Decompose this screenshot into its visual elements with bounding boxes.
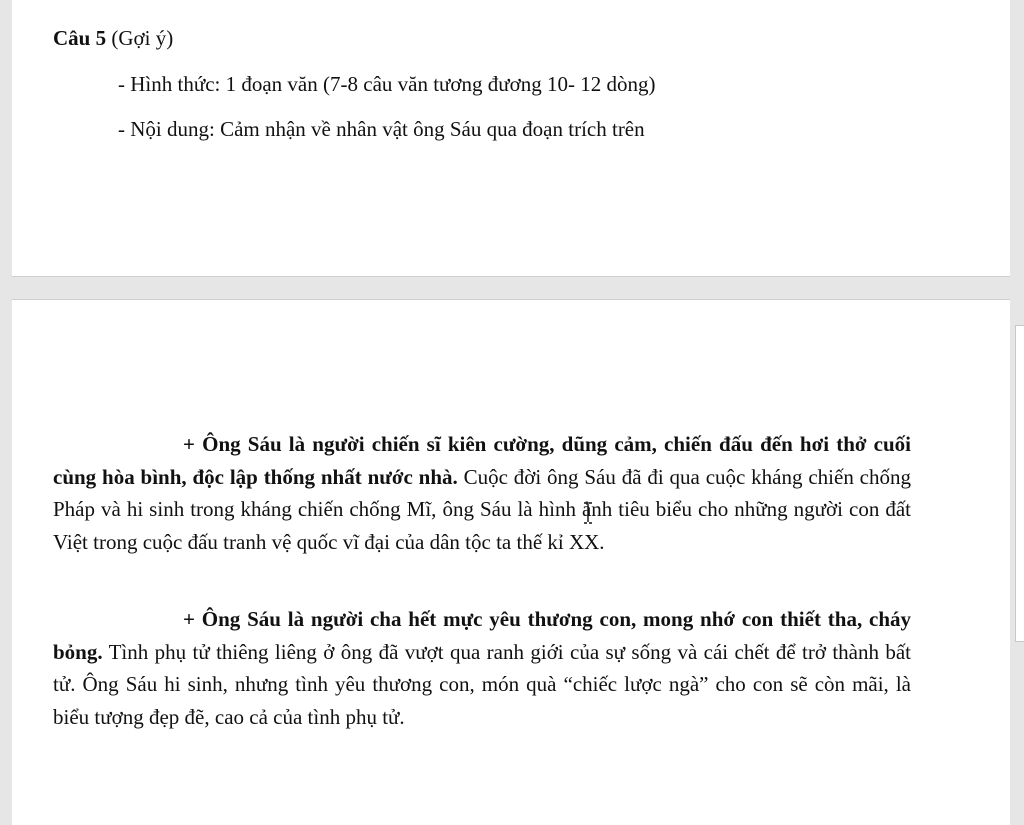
document-page-1[interactable] bbox=[12, 0, 1010, 277]
question-heading bbox=[53, 26, 173, 51]
bullet-content: - Nội dung: Cảm nhận về nhân vật ông Sáu qua đoạn trích trên bbox=[118, 117, 645, 141]
paragraph-father-text: Tình phụ tử thiêng liêng ở ông đã vượt qua ranh giới của sự sống và cái chết để trở thành bất tử. Ông Sáu hi sinh, nhưng tình yêu thương con, món quà “chiếc lược ngà” cho con sẽ còn mãi, là biểu tượng đẹp đẽ, cao cả của tình phụ tử. bbox=[53, 639, 911, 729]
question-hint: (Gợi ý) bbox=[106, 26, 174, 50]
document-page-2[interactable] bbox=[12, 299, 1010, 825]
text-cursor-icon bbox=[583, 502, 593, 524]
bullet-form: - Hình thức: 1 đoạn văn (7-8 câu văn tương đương 10- 12 dòng) bbox=[118, 72, 656, 96]
paragraph-soldier bbox=[53, 428, 911, 558]
side-panel-edge[interactable] bbox=[1015, 325, 1024, 642]
paragraph-soldier-text: Cuộc đời ông Sáu đã đi qua cuộc kháng chiến chống Pháp và hi sinh trong kháng chiến chống Mĩ, ông Sáu là hình ảnh tiêu biểu cho những người con đất Việt trong cuộc đấu tranh vệ quốc vĩ đại của dân tộc ta thế kỉ XX. bbox=[53, 464, 911, 554]
paragraph-father bbox=[53, 603, 911, 733]
paragraph-father-bold: + Ông Sáu là người cha hết mực yêu thương con, mong nhớ con thiết tha, cháy bỏng. bbox=[53, 607, 911, 664]
question-number: Câu 5 bbox=[53, 26, 107, 50]
paragraph-soldier-bold: + Ông Sáu là người chiến sĩ kiên cường, dũng cảm, chiến đấu đến hơi thở cuối cùng hòa bình, độc lập thống nhất nước nhà. bbox=[53, 432, 911, 489]
